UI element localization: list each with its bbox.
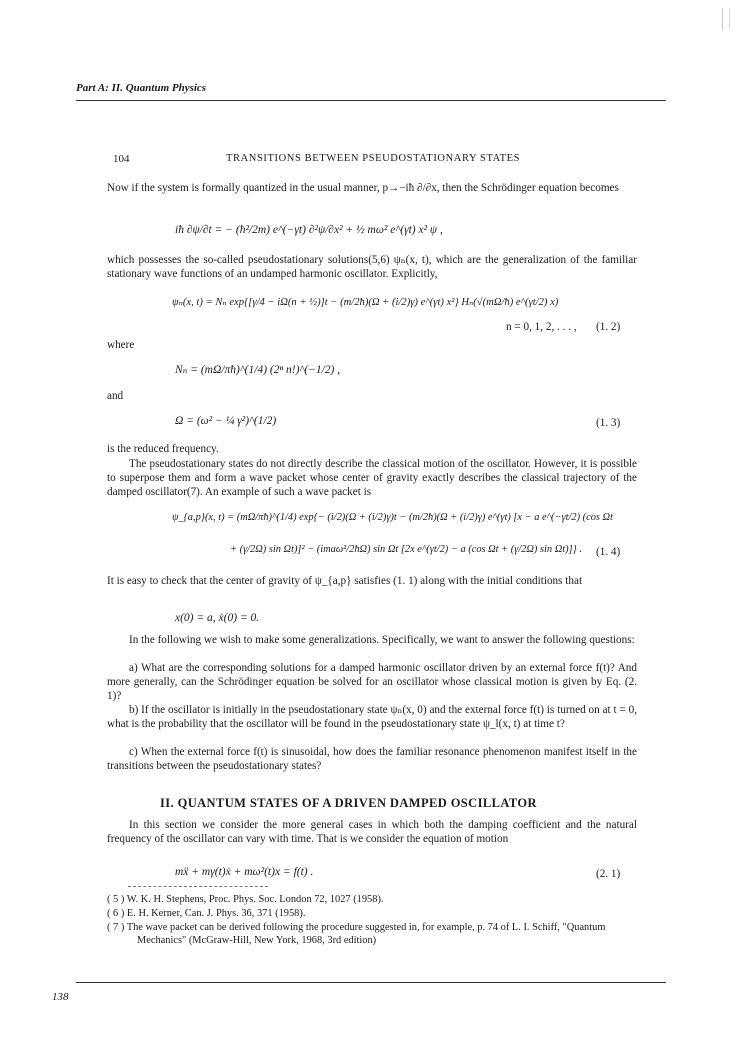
- scan-artifact: [722, 8, 730, 30]
- question-a: a) What are the corresponding solutions for a damped harmonic oscillator driven by an external force f(t)? And more generally, can the Schrödinger equation be solved for an oscillator whose classical motion is given by Eq. (2. 1)?: [107, 662, 637, 702]
- page-number: 104: [113, 153, 130, 165]
- paragraph-center-of-gravity: It is easy to check that the center of gravity of ψ_{a,p} satisfies (1. 1) along with the initial conditions that: [107, 575, 583, 587]
- equation-2-1: mẍ + mγ(t)ẋ + mω²(t)x = f(t) .: [175, 866, 314, 878]
- paragraph-generalizations: In the following we wish to make some generalizations. Specifically, we want to answer the following questions:: [129, 634, 635, 646]
- footnote-5: ( 5 ) W. K. H. Stephens, Proc. Phys. Soc. London 72, 1027 (1958).: [107, 894, 384, 905]
- word-and: and: [107, 390, 124, 402]
- running-title: TRANSITIONS BETWEEN PSEUDOSTATIONARY STATES: [226, 153, 521, 164]
- equation-1-2-n-range: n = 0, 1, 2, . . . ,: [506, 321, 577, 333]
- equation-1-4-line1: ψ_{a,p}(x, t) = (mΩ/πħ)^(1/4) exp{− (i/2)(Ω + (i/2)γ)t − (m/2ħ)(Ω + (i/2)γ) e^(γt) [x − a e^(−γt/2) (cos Ωt: [172, 512, 613, 523]
- paragraph-pseudostationary: which possesses the so-called pseudostationary solutions(5,6) ψₙ(x, t), which are the generalization of the familiar stationary wave functions of an undamped harmonic oscillator. Explicitly,: [107, 254, 637, 280]
- equation-1-2-line1: ψₙ(x, t) = Nₙ exp{[γ/4 − iΩ(n + ½)]t − (m/2ħ)(Ω + (i/2)γ) e^(γt) x²} Hₙ(√(mΩ/ħ) e^(γt/2) x): [172, 297, 559, 308]
- part-label: Part A: II. Quantum Physics: [76, 82, 207, 94]
- footer-rule: [76, 982, 666, 983]
- question-c: c) When the external force f(t) is sinusoidal, how does the familiar resonance phenomenon manifest itself in the transitions between the pseudostationary states?: [107, 746, 637, 772]
- question-b: b) If the oscillator is initially in the pseudostationary state ψₙ(x, 0) and the external force f(t) is turned on at t = 0, what is the probability that the oscillator will be found in the pseudostationary state ψ_l(x, t) at time t?: [107, 704, 637, 730]
- equation-1-4-number: (1. 4): [596, 546, 621, 558]
- equation-1-4-line2: + (γ/2Ω) sin Ωt)]² − (imaω²/2ħΩ) sin Ωt [2x e^(γt/2) − a (cos Ωt + (γ/2Ω) sin Ωt)]} .: [230, 544, 582, 555]
- equation-2-1-number: (2. 1): [596, 868, 621, 880]
- word-where: where: [107, 339, 135, 351]
- equation-schrodinger: iħ ∂ψ/∂t = − (ħ²/2m) e^(−γt) ∂²ψ/∂x² + ½ mω² e^(γt) x² ψ ,: [175, 224, 443, 236]
- paragraph-wave-packet: The pseudostationary states do not directly describe the classical motion of the oscillator. However, it is possible to superpose them and form a wave packet whose center of gravity exactly describes the classical trajectory of the damped oscillator(7). An example of such a wave packet is: [107, 458, 637, 498]
- paragraph-reduced-frequency: is the reduced frequency.: [107, 443, 219, 455]
- footer-page-number: 138: [52, 991, 69, 1003]
- equation-reduced-frequency: Ω = (ω² − ¼ γ²)^(1/2): [175, 415, 277, 427]
- footnote-6: ( 6 ) E. H. Kerner, Can. J. Phys. 36, 371 (1958).: [107, 908, 306, 919]
- equation-initial-conditions: x(0) = a, ẋ(0) = 0.: [175, 612, 260, 624]
- paragraph-section-intro: In this section we consider the more general cases in which both the damping coefficient and the natural frequency of the oscillator can vary with time. That is we consider the equation of motion: [107, 819, 637, 845]
- paragraph-quantization: Now if the system is formally quantized in the usual manner, p→−iħ ∂/∂x, then the Schrödinger equation becomes: [107, 182, 619, 194]
- footnote-separator: [128, 886, 268, 887]
- section-heading: II. QUANTUM STATES OF A DRIVEN DAMPED OSCILLATOR: [160, 796, 537, 810]
- equation-normalization: Nₙ = (mΩ/πħ)^(1/4) (2ⁿ n!)^(−1/2) ,: [175, 364, 341, 376]
- footnote-7: ( 7 ) The wave packet can be derived following the procedure suggested in, for example, p. 74 of L. I. Schiff, "Quantum Mechanics" (McGraw-Hill, New York, 1968, 3rd edition): [107, 922, 606, 946]
- equation-1-3-number: (1. 3): [596, 417, 621, 429]
- equation-1-2-number: (1. 2): [596, 321, 621, 333]
- header-rule: [76, 100, 666, 101]
